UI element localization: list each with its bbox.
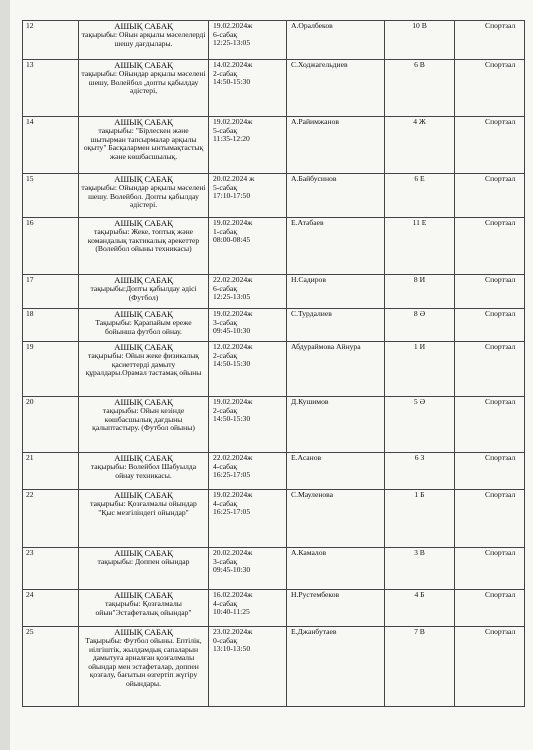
lesson-date bbox=[209, 548, 287, 590]
row-number bbox=[23, 309, 79, 342]
cell-text: 6 З bbox=[414, 453, 425, 462]
lesson-topic bbox=[79, 548, 209, 590]
cell-text: тақырыбы: "Бірлескен және шытырман тапсырмалар арқылы оқыту" Басқалармен ынтымақтастық және көшбасшылық. bbox=[83, 126, 204, 161]
row-number bbox=[23, 117, 79, 174]
cell-text: 09:45-10:30 bbox=[213, 565, 251, 575]
cell-text: тақырыбы:Допты қабылдау әдісі (Футбол) bbox=[90, 284, 197, 302]
cell-text: 22 bbox=[26, 490, 34, 499]
table-row bbox=[23, 218, 525, 275]
cell-text: АШЫҚ САБАҚ bbox=[114, 627, 173, 637]
cell-text: тақырыбы: Доппен ойындар bbox=[97, 557, 190, 566]
lesson-topic bbox=[79, 174, 209, 218]
class-name bbox=[385, 627, 455, 707]
cell-text: Спортзал bbox=[485, 453, 516, 462]
table-row bbox=[23, 590, 525, 627]
cell-text: 6 Е bbox=[414, 174, 425, 183]
cell-text: Спортзал bbox=[485, 309, 516, 318]
location bbox=[455, 275, 525, 309]
teacher-name bbox=[287, 548, 385, 590]
cell-text: Н.Садиров bbox=[291, 275, 326, 284]
location bbox=[455, 397, 525, 453]
cell-text: АШЫҚ САБАҚ bbox=[114, 590, 173, 600]
lesson-topic bbox=[79, 218, 209, 275]
cell-text: Спортзал bbox=[485, 590, 516, 599]
cell-text: 2-сабақ bbox=[213, 405, 238, 415]
table-row bbox=[23, 309, 525, 342]
class-name bbox=[385, 590, 455, 627]
cell-text: 8 И bbox=[413, 275, 426, 284]
cell-text: тақырыбы: Қозғалмалы ойын"Эстафеталық ойындар" bbox=[95, 599, 192, 617]
lesson-date bbox=[209, 174, 287, 218]
cell-text: АШЫҚ САБАҚ bbox=[114, 453, 173, 463]
cell-text: 4-сабақ bbox=[213, 461, 238, 471]
cell-text: 19.02.2024ж bbox=[213, 309, 253, 318]
table-row bbox=[23, 174, 525, 218]
cell-text: тақырыбы: Қозғалмалы ойындар "Қыс мезгіліндегі ойындар" bbox=[90, 499, 197, 517]
lesson-topic bbox=[79, 590, 209, 627]
teacher-name bbox=[287, 60, 385, 117]
teacher-name bbox=[287, 117, 385, 174]
cell-text: 19.02.2024ж bbox=[213, 21, 253, 30]
location bbox=[455, 627, 525, 707]
lesson-date bbox=[209, 490, 287, 548]
lesson-topic bbox=[79, 117, 209, 174]
cell-text: Спортзал bbox=[485, 627, 516, 636]
cell-text: АШЫҚ САБАҚ bbox=[114, 275, 173, 285]
lesson-date bbox=[209, 117, 287, 174]
cell-text: Тақырыбы: Футбол ойыны. Ептілік, иілгіштік, жылдамдық сапаларын дамытуға арналған қозғалмалы ойындар мен эстафеталар, доппен қозғалу, бағытын өзгертіп жүгіру ойындары. bbox=[85, 636, 202, 688]
class-name bbox=[385, 275, 455, 309]
class-name bbox=[385, 397, 455, 453]
cell-text: 4-сабақ bbox=[213, 598, 238, 608]
cell-text: тақырыбы: Ойындар арқылы мәселені шешу. Волейбол. Допты қабылдау әдістері. bbox=[81, 183, 206, 210]
cell-text: 19.02.2024ж bbox=[213, 218, 253, 227]
location bbox=[455, 218, 525, 275]
location bbox=[455, 21, 525, 60]
teacher-name bbox=[287, 218, 385, 275]
cell-text: 14.02.2024ж bbox=[213, 60, 253, 69]
cell-text: 13:10-13:50 bbox=[213, 644, 251, 654]
class-name bbox=[385, 342, 455, 397]
cell-text: АШЫҚ САБАҚ bbox=[114, 397, 173, 407]
cell-text: АШЫҚ САБАҚ bbox=[114, 218, 173, 228]
lesson-date bbox=[209, 275, 287, 309]
cell-text: 18 bbox=[26, 309, 34, 318]
lesson-topic bbox=[79, 60, 209, 117]
cell-text: 21 bbox=[26, 453, 34, 462]
cell-text: 14:50-15:30 bbox=[213, 359, 251, 369]
teacher-name bbox=[287, 627, 385, 707]
cell-text: 19.02.2024ж bbox=[213, 490, 253, 499]
cell-text: Тақырыбы: Қарапайым ереже бойынша футбол ойнау. bbox=[95, 318, 192, 336]
location bbox=[455, 490, 525, 548]
cell-text: 19.02.2024ж bbox=[213, 397, 253, 406]
cell-text: Спортзал bbox=[485, 342, 516, 351]
row-number bbox=[23, 627, 79, 707]
cell-text: 11:35-12:20 bbox=[213, 134, 250, 144]
teacher-name bbox=[287, 397, 385, 453]
table-row bbox=[23, 453, 525, 490]
cell-text: АШЫҚ САБАҚ bbox=[114, 490, 173, 500]
cell-text: тақырыбы: Ойындар арқылы мәселені шешу, Волейбол ,допты қабылдау әдістері, bbox=[81, 69, 206, 96]
table-row bbox=[23, 275, 525, 309]
lesson-date bbox=[209, 21, 287, 60]
cell-text: Спортзал bbox=[485, 117, 516, 126]
cell-text: 23 bbox=[26, 548, 34, 557]
cell-text: 6-сабақ bbox=[213, 29, 238, 39]
cell-text: 4 Ж bbox=[413, 117, 426, 126]
lesson-topic bbox=[79, 453, 209, 490]
cell-text: Спортзал bbox=[485, 60, 516, 69]
cell-text: Н.Рустембеков bbox=[291, 590, 340, 599]
lesson-topic bbox=[79, 275, 209, 309]
cell-text: 16.02.2024ж bbox=[213, 590, 253, 599]
cell-text: 22.02.2024ж bbox=[213, 453, 253, 462]
cell-text: АШЫҚ САБАҚ bbox=[114, 342, 173, 352]
cell-text: тақырыбы: Ойын арқылы мәселелерді шешу дағдылары. bbox=[81, 30, 206, 48]
cell-text: 20 bbox=[26, 397, 34, 406]
cell-text: АШЫҚ САБАҚ bbox=[114, 60, 173, 70]
teacher-name bbox=[287, 174, 385, 218]
cell-text: 12 bbox=[26, 21, 34, 30]
class-name bbox=[385, 490, 455, 548]
lesson-date bbox=[209, 60, 287, 117]
cell-text: 17:10-17:50 bbox=[213, 191, 251, 201]
location bbox=[455, 342, 525, 397]
cell-text: Абдураймова Айнура bbox=[291, 342, 361, 351]
cell-text: 1 И bbox=[413, 342, 426, 351]
cell-text: 25 bbox=[26, 627, 34, 636]
lesson-topic bbox=[79, 397, 209, 453]
cell-text: тақырыбы: Жеке, топтық және командалық тактикалық әрекеттер (Волейбол ойыны техникасы) bbox=[87, 227, 200, 254]
cell-text: Спортзал bbox=[485, 218, 516, 227]
cell-text: 5 Ә bbox=[413, 397, 426, 406]
cell-text: 0-сабақ bbox=[213, 635, 238, 645]
table-row bbox=[23, 397, 525, 453]
cell-text: 23.02.2024ж bbox=[213, 627, 253, 636]
cell-text: Д.Кушимов bbox=[291, 397, 329, 406]
cell-text: 22.02.2024ж bbox=[213, 275, 253, 284]
class-name bbox=[385, 21, 455, 60]
class-name bbox=[385, 218, 455, 275]
cell-text: АШЫҚ САБАҚ bbox=[114, 174, 173, 184]
cell-text: 20.02.2024ж bbox=[213, 548, 253, 557]
cell-text: 16:25-17:05 bbox=[213, 507, 251, 517]
table-row bbox=[23, 627, 525, 707]
cell-text: 16 bbox=[26, 218, 34, 227]
cell-text: 14 bbox=[26, 117, 34, 126]
lesson-topic bbox=[79, 342, 209, 397]
cell-text: АШЫҚ САБАҚ bbox=[114, 309, 173, 319]
cell-text: 09:45-10:30 bbox=[213, 326, 251, 336]
cell-text: 8 Ә bbox=[413, 309, 426, 318]
cell-text: 10 В bbox=[412, 21, 427, 30]
cell-text: 24 bbox=[26, 590, 34, 599]
row-number bbox=[23, 60, 79, 117]
cell-text: 20.02.2024 ж bbox=[213, 174, 255, 183]
class-name bbox=[385, 174, 455, 218]
cell-text: 2-сабақ bbox=[213, 68, 238, 78]
table-row bbox=[23, 490, 525, 548]
lesson-date bbox=[209, 342, 287, 397]
cell-text: 3-сабақ bbox=[213, 556, 238, 566]
cell-text: 1 Б bbox=[414, 490, 425, 499]
cell-text: 6 В bbox=[414, 60, 425, 69]
cell-text: 12:25-13:05 bbox=[213, 292, 251, 302]
cell-text: 7 В bbox=[414, 627, 425, 636]
location bbox=[455, 590, 525, 627]
cell-text: 5-сабақ bbox=[213, 125, 238, 135]
class-name bbox=[385, 548, 455, 590]
cell-text: 12.02.2024ж bbox=[213, 342, 253, 351]
cell-text: 6-сабақ bbox=[213, 283, 238, 293]
lesson-date bbox=[209, 453, 287, 490]
table-row bbox=[23, 548, 525, 590]
cell-text: 15 bbox=[26, 174, 34, 183]
cell-text: 19.02.2024ж bbox=[213, 117, 253, 126]
class-name bbox=[385, 309, 455, 342]
cell-text: С.Мауленова bbox=[291, 490, 334, 499]
cell-text: Е.Асанов bbox=[291, 453, 322, 462]
lesson-date bbox=[209, 590, 287, 627]
cell-text: 10:40-11:25 bbox=[213, 607, 250, 617]
cell-text: А.Камалов bbox=[291, 548, 327, 557]
location bbox=[455, 117, 525, 174]
table-row bbox=[23, 342, 525, 397]
row-number bbox=[23, 275, 79, 309]
row-number bbox=[23, 174, 79, 218]
class-name bbox=[385, 117, 455, 174]
teacher-name bbox=[287, 309, 385, 342]
row-number bbox=[23, 490, 79, 548]
cell-text: 11 Е bbox=[412, 218, 427, 227]
table-row bbox=[23, 117, 525, 174]
table-row bbox=[23, 60, 525, 117]
cell-text: Е.Атабаев bbox=[291, 218, 324, 227]
teacher-name bbox=[287, 490, 385, 548]
cell-text: АШЫҚ САБАҚ bbox=[114, 21, 173, 31]
cell-text: Спортзал bbox=[485, 490, 516, 499]
row-number bbox=[23, 397, 79, 453]
lesson-date bbox=[209, 218, 287, 275]
cell-text: тақырыбы: Волейбол Шабуылда ойнау техникасы. bbox=[90, 462, 197, 480]
cell-text: 12:25-13:05 bbox=[213, 38, 251, 48]
cell-text: 14:50-15:30 bbox=[213, 77, 251, 87]
cell-text: тақырыбы: Ойын кезінде көшбасшылық дағдыны қалыптастыру. (Футбол ойыны) bbox=[92, 406, 195, 433]
teacher-name bbox=[287, 453, 385, 490]
cell-text: 4-сабақ bbox=[213, 498, 238, 508]
class-name bbox=[385, 453, 455, 490]
teacher-name bbox=[287, 342, 385, 397]
cell-text: 16:25-17:05 bbox=[213, 470, 251, 480]
teacher-name bbox=[287, 275, 385, 309]
lesson-topic bbox=[79, 490, 209, 548]
cell-text: 14:50-15:30 bbox=[213, 414, 251, 424]
location bbox=[455, 60, 525, 117]
cell-text: 13 bbox=[26, 60, 34, 69]
cell-text: А.Байбусинов bbox=[291, 174, 337, 183]
lesson-date bbox=[209, 627, 287, 707]
cell-text: А.Райимжанов bbox=[291, 117, 339, 126]
cell-text: 3-сабақ bbox=[213, 317, 238, 327]
cell-text: Спортзал bbox=[485, 548, 516, 557]
lesson-date bbox=[209, 309, 287, 342]
cell-text: Спортзал bbox=[485, 397, 516, 406]
location bbox=[455, 453, 525, 490]
cell-text: 08:00-08:45 bbox=[213, 235, 251, 245]
row-number bbox=[23, 548, 79, 590]
cell-text: 19 bbox=[26, 342, 34, 351]
row-number bbox=[23, 453, 79, 490]
cell-text: 5-сабақ bbox=[213, 182, 238, 192]
cell-text: Спортзал bbox=[485, 275, 516, 284]
cell-text: 17 bbox=[26, 275, 34, 284]
location bbox=[455, 174, 525, 218]
cell-text: АШЫҚ САБАҚ bbox=[114, 548, 173, 558]
lesson-topic bbox=[79, 627, 209, 707]
cell-text: Спортзал bbox=[485, 174, 516, 183]
lesson-topic bbox=[79, 309, 209, 342]
cell-text: С.Турдалиев bbox=[291, 309, 332, 318]
row-number bbox=[23, 218, 79, 275]
cell-text: 4 Б bbox=[414, 590, 425, 599]
row-number bbox=[23, 21, 79, 60]
lessons-table bbox=[22, 20, 525, 707]
cell-text: 2-сабақ bbox=[213, 350, 238, 360]
location bbox=[455, 309, 525, 342]
cell-text: тақырыбы: Ойын жеке физикалық қасиеттерді дамыту құралдары.Орамал тастамақ ойыны bbox=[85, 351, 202, 378]
cell-text: Спортзал bbox=[485, 21, 516, 30]
teacher-name bbox=[287, 21, 385, 60]
lesson-date bbox=[209, 397, 287, 453]
row-number bbox=[23, 342, 79, 397]
cell-text: 1-сабақ bbox=[213, 226, 238, 236]
cell-text: 3 В bbox=[414, 548, 425, 557]
location bbox=[455, 548, 525, 590]
lesson-topic bbox=[79, 21, 209, 60]
row-number bbox=[23, 590, 79, 627]
table-row bbox=[23, 21, 525, 60]
page-edge bbox=[0, 0, 10, 750]
cell-text: АШЫҚ САБАҚ bbox=[114, 117, 173, 127]
cell-text: Е.Джанбутаев bbox=[291, 627, 337, 636]
cell-text: С.Ходжагельдиев bbox=[291, 60, 348, 69]
class-name bbox=[385, 60, 455, 117]
teacher-name bbox=[287, 590, 385, 627]
cell-text: А.Оралбеков bbox=[291, 21, 333, 30]
